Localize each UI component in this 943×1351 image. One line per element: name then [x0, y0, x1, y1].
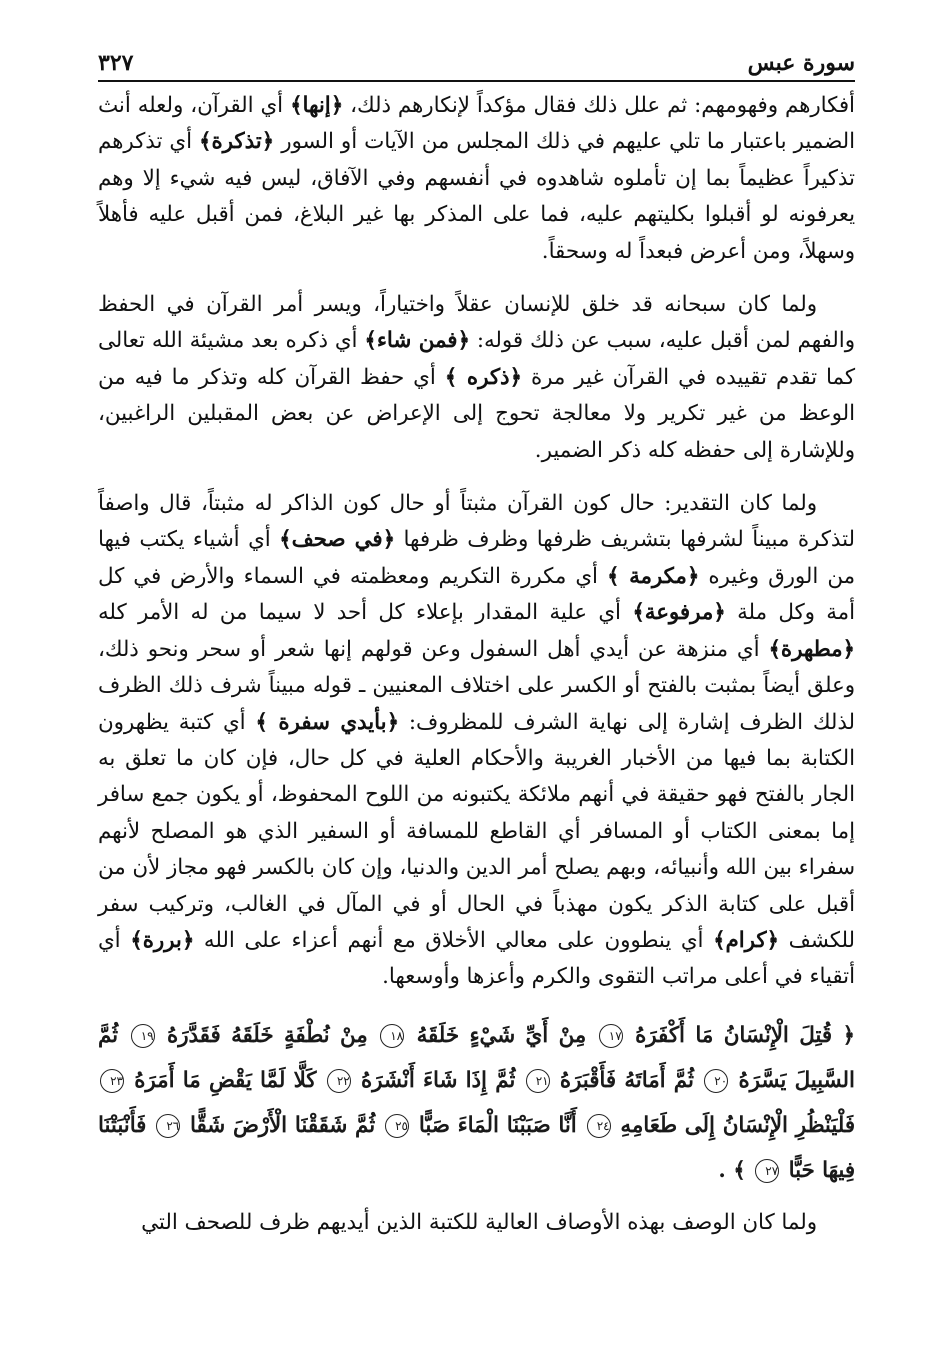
paragraph: [98, 486, 855, 996]
quran-verses-block: [98, 1013, 855, 1193]
text-segment: أي أتقياء في أعلى مراتب التقوى والكرم وأعزها وأوسعها.: [98, 927, 855, 990]
text-segment: أي كتبة يظهرون الكتابة بما فيها من الأخبار الغريبة والأحكام العلية في كل حال، فإن كان ما تعلق به الجار بالفتح فهو حقيقة في أنهم ملائكة يكتبونه من اللوح المحفوظ، أو يكون جمع سافر إما بمعنى الكتاب أو المسافر أي القاطع للمسافة أو السفير الذي هو المصلح لأنهم سفراء بين الله وأنبيائه، وبهم يصلح أمر الدين والدنيا، وإن كان بالكسر فهو مجاز لأن من أقبل على كتابة الذكر يكون مهذباً في الحال أو في المآل في الغالب، وتركيب سفر للكشف: [98, 709, 855, 953]
quran-quote: ﴿مطهرة﴾: [768, 636, 855, 662]
verse-text: قُتِلَ الْإِنْسَانُ مَا أَكْفَرَهُ: [624, 1022, 833, 1048]
verse-number-marker: ١٨: [380, 1024, 404, 1048]
verse-text: فَلْيَنْظُرِ الْإِنْسَانُ إِلَى طَعَامِهِ: [612, 1112, 856, 1138]
verse-text: ثُمَّ شَقَقْنَا الْأَرْضَ شَقًّا: [182, 1112, 376, 1138]
quran-quote: ﴿في صحف﴾: [279, 527, 396, 553]
quran-quote: ﴿فمن شاء﴾: [364, 328, 470, 354]
verse-number-marker: ٢٦: [156, 1114, 180, 1138]
page-number: ٣٢٧: [98, 50, 134, 76]
verse-number-marker: ٢٤: [587, 1114, 611, 1138]
verse-number-marker: ١٩: [131, 1024, 155, 1048]
verse-text: مِنْ أَيِّ شَيْءٍ خَلَقَهُ: [406, 1022, 587, 1048]
text-segment: أي أشياء يكتب فيها من الورق وغيره: [98, 527, 855, 589]
header-rule: [98, 80, 855, 82]
text-segment: أي حفظ القرآن كله وتذكر ما فيه من الوعظ من غير تكرير ولا معالجة تحوج إلى الإعراض عن بعض المقبلين الراغبين، وللإشارة إلى حفظه كله ذكر الضمير.: [98, 364, 855, 463]
quran-quote: ﴿مكرمة ﴾: [606, 563, 700, 589]
verse-text: أَنَّا صَبَبْنَا الْمَاءَ صَبًّا: [411, 1112, 577, 1138]
verse-close-brace: ﴾: [733, 1157, 746, 1183]
text-segment: ولما كان سبحانه قد خلق للإنسان عقلاً واختياراً، ويسر أمر القرآن في الحفظ والفهم لمن أقبل عليه، سبب عن ذلك قوله:: [98, 292, 855, 354]
verse-number-marker: ٢١: [526, 1069, 550, 1093]
surah-name: سورة عبس: [747, 50, 855, 76]
quran-quote: ﴿بررة﴾: [130, 927, 195, 953]
text-segment: أي تذكرهم تذكيراً عظيماً بما إن تأملوه شاهدوه في أنفسهم وفي الآفاق، ليس فيه شيء إلا وهم يعرفونه لو أقبلوا بكليتهم عليه، فما على المذكر بها غير البلاغ، فمن أقبل عليه فأهلاً وسهلاً، ومن أعرض فبعداً له وسحقاً.: [98, 129, 855, 264]
verse-text: ثُمَّ السَّبِيلَ يَسَّرَهُ: [98, 1022, 855, 1093]
verse-text: مِنْ نُطْفَةٍ خَلَقَهُ فَقَدَّرَهُ: [156, 1022, 368, 1048]
verse-text: ثُمَّ إِذَا شَاءَ أَنْشَرَهُ: [352, 1067, 516, 1093]
verse-number-marker: ٢٣: [100, 1069, 124, 1093]
verse-number-marker: ٢٠: [704, 1069, 728, 1093]
text-segment: أي القرآن، ولعله أنث الضمير باعتبار ما تلي عليهم في ذلك المجلس من الآيات أو السور: [98, 93, 855, 155]
verse-text: ثُمَّ أَمَاتَهُ فَأَقْبَرَهُ: [551, 1067, 694, 1093]
verse-text: فَأَنْبَتْنَا فِيهَا حَبًّا: [98, 1112, 855, 1183]
text-segment: أي علية المقدار بإعلاء كل أحد لا سيما من له الأمر كله: [98, 600, 633, 626]
last-line: ولما كان الوصف بهذه الأوصاف العالية للكتبة الذين أيديهم ظرف للصحف التي: [141, 1209, 817, 1235]
page-header: [98, 40, 855, 76]
text-segment: أي ينطوون على معالي الأخلاق مع أنهم أعزاء على الله: [194, 927, 714, 953]
text-segment: ولما كان التقدير: حال كون القرآن مثبتاً أو حال كون الذاكر له مثبتاً، قال واصفاً لتذكرة مبيناً لشرفها بتشريف ظرفها وظرف ظرفها: [98, 491, 855, 553]
quran-quote: ﴿تذكرة﴾: [199, 129, 275, 155]
verse-number-marker: ٢٢: [327, 1069, 351, 1093]
text-segment: أفكارهم وفهومهم: ثم علل ذلك فقال مؤكداً لإنكارهم ذلك،: [343, 93, 855, 118]
quran-quote: ﴿مرفوعة﴾: [632, 600, 726, 626]
quran-quote: ﴿ذكره ﴾: [444, 364, 522, 390]
verse-open-brace: ﴿: [842, 1022, 855, 1048]
text-segment: أي منزهة عن أيدي أهل السفول وعن قولهم إنها شعر أو سحر ونحو ذلك، وعلق أيضاً بمثبت بالفتح أو الكسر على اختلاف المعنيين ـ قوله مبيناً شرف ذلك الظرف لذلك الظرف إشارة إلى نهاية الشرف للمظروف:: [98, 636, 855, 735]
page-body: [98, 88, 855, 1258]
text-segment: أي مكررة التكريم ومعظمته في السماء والأرض في كل أمة وكل ملة: [98, 563, 855, 626]
paragraph: [98, 88, 855, 270]
verse-number-marker: ٢٥: [385, 1114, 409, 1138]
paragraph: [98, 287, 855, 469]
quran-quote: ﴿كرام﴾: [713, 927, 780, 953]
quran-quote: ﴿بأيدي سفرة ﴾: [255, 709, 400, 735]
text-segment: أي ذكره بعد مشيئة الله تعالى كما تقدم تقييده في القرآن غير مرة: [98, 328, 855, 390]
quran-quote: ﴿إنها﴾: [290, 93, 344, 118]
verse-number-marker: ١٧: [599, 1024, 623, 1048]
verse-text: كَلَّا لَمَّا يَقْضِ مَا أَمَرَهُ: [126, 1067, 317, 1093]
verse-number-marker: ٢٧: [755, 1159, 779, 1183]
verse-end-mark: .: [718, 1157, 726, 1183]
